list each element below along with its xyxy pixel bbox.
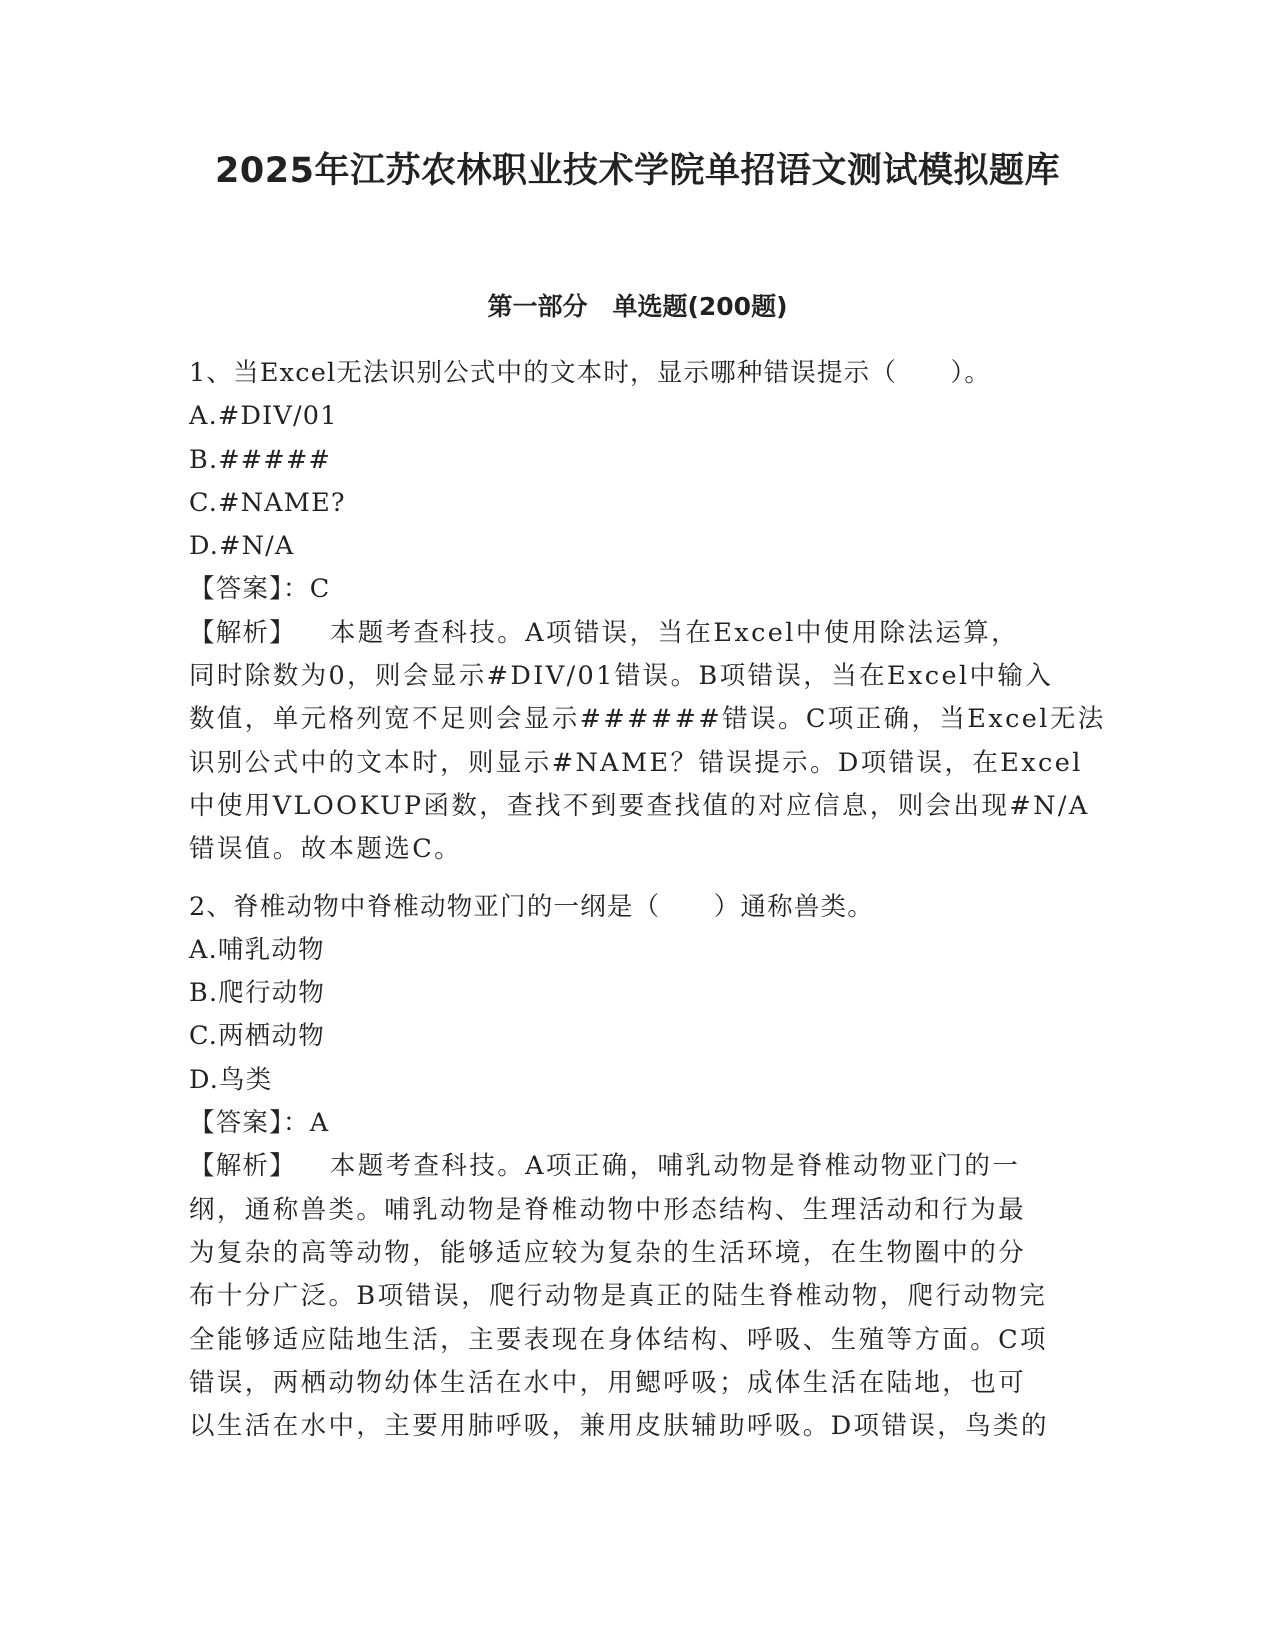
explanation-label: 【解析】 xyxy=(189,617,296,648)
option-b: B.爬行动物 xyxy=(189,978,326,1009)
question-1 xyxy=(189,352,1106,872)
option-d: D.#N/A xyxy=(189,531,295,562)
question-list xyxy=(189,352,1106,1448)
explanation-text: 本题考查科技。A项错误，当在Excel中使用除法运算， xyxy=(329,617,1020,648)
option-c: C.两栖动物 xyxy=(189,1021,325,1052)
answer-line: 【答案】：C xyxy=(189,574,331,605)
explanation-line: 布十分广泛。B项错误，爬行动物是真正的陆生脊椎动物，爬行动物完 xyxy=(189,1281,1048,1312)
explanation-line: 数值，单元格列宽不足则会显示######错误。C项正确，当Excel无法 xyxy=(189,704,1106,735)
explanation-line: 全能够适应陆地生活，主要表现在身体结构、呼吸、生殖等方面。C项 xyxy=(189,1324,1048,1355)
answer-line: 【答案】：A xyxy=(189,1108,330,1139)
option-d: D.鸟类 xyxy=(189,1064,273,1095)
explanation-first-line xyxy=(189,612,1089,655)
page-title: 2025年江苏农林职业技术学院单招语文测试模拟题库 xyxy=(215,151,1060,191)
option-b: B.##### xyxy=(189,444,332,475)
option-c: C.#NAME? xyxy=(189,487,346,518)
option-a: A.#DIV/01 xyxy=(189,401,338,432)
explanation-line: 以生活在水中，主要用肺呼吸，兼用皮肤辅助呼吸。D项错误，鸟类的 xyxy=(189,1411,1049,1442)
explanation-label: 【解析】 xyxy=(189,1151,296,1182)
explanation-line: 纲，通称兽类。哺乳动物是脊椎动物中形态结构、生理活动和行为最 xyxy=(189,1194,1027,1225)
section-title: 第一部分 单选题(200题) xyxy=(487,292,788,321)
explanation-line: 识别公式中的文本时，则显示#NAME？错误提示。D项错误，在Excel xyxy=(189,747,1083,778)
explanation-line: 同时除数为0，则会显示#DIV/01错误。B项错误，当在Excel中输入 xyxy=(189,661,1054,692)
question-stem: 2、脊椎动物中脊椎动物亚门的一纲是（ ）通称兽类。 xyxy=(189,891,874,922)
explanation-line: 为复杂的高等动物，能够适应较为复杂的生活环境，在生物圈中的分 xyxy=(189,1237,1027,1268)
explanation-line: 错误值。故本题选C。 xyxy=(189,834,463,865)
question-stem: 1、当Excel无法识别公式中的文本时，显示哪种错误提示（ ）。 xyxy=(189,358,992,388)
explanation-line: 错误，两栖动物幼体生活在水中，用鳃呼吸；成体生活在陆地，也可 xyxy=(189,1367,1027,1398)
option-a: A.哺乳动物 xyxy=(189,934,325,965)
explanation-line: 中使用VLOOKUP函数，查找不到要查找值的对应信息，则会出现#N/A xyxy=(189,790,1090,821)
question-2 xyxy=(189,886,1089,1449)
explanation-first-line xyxy=(189,1145,1089,1188)
explanation-text: 本题考查科技。A项正确，哺乳动物是脊椎动物亚门的一 xyxy=(329,1151,1021,1182)
